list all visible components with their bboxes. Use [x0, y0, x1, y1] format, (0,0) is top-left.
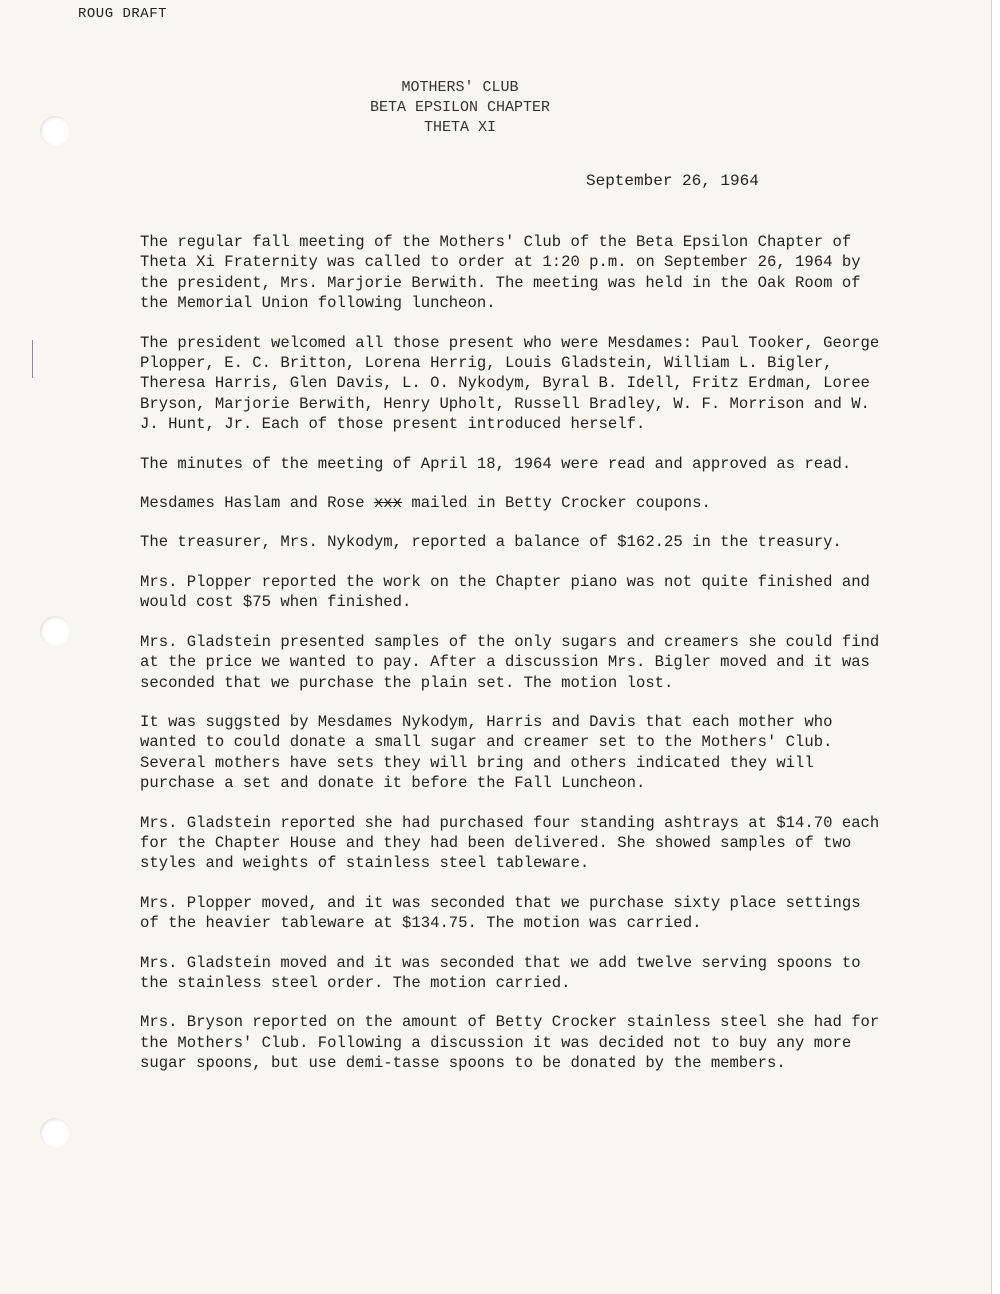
- coupons-text-start: Mesdames Haslam and Rose: [140, 494, 374, 513]
- punch-hole: [40, 616, 70, 646]
- draft-label: ROUG DRAFT: [78, 6, 168, 22]
- heading-chapter: BETA EPSILON CHAPTER: [369, 99, 551, 116]
- paragraph-coupons: [140, 493, 885, 513]
- punch-hole: [40, 1118, 70, 1148]
- paragraph-serving-spoons: Mrs. Gladstein moved and it was seconded that we add twelve serving spoons to the stainless steel order. The motion carried.: [140, 953, 861, 992]
- minutes-body: [140, 232, 885, 1093]
- meeting-date: September 26, 1964: [586, 172, 759, 190]
- paragraph-treasurer-report: The treasurer, Mrs. Nykodym, reported a balance of $162.25 in the treasury.: [140, 533, 842, 552]
- paragraph-call-to-order: The regular fall meeting of the Mothers' Club of the Beta Epsilon Chapter of Theta Xi Fraternity was called to order at 1:20 p.m. on September 26, 1964 by the president, Mrs. Marjorie Berwith. The meeting was held in the Oak Room of the Memorial Union following luncheon.: [140, 233, 861, 313]
- paragraph-tableware-motion: Mrs. Plopper moved, and it was seconded that we purchase sixty place settings of the heavier tableware at $134.75. The motion was carried.: [140, 893, 861, 933]
- paragraph-donation-suggestion: It was suggsted by Mesdames Nykodym, Harris and Davis that each mother who wanted to could donate a small sugar and creamer set to the Mothers' Club. Several mothers have sets they will bring and others indicated they will purchase a set and donate it before the Fall Luncheon.: [140, 712, 833, 793]
- paragraph-minutes-approved: The minutes of the meeting of April 18, 1964 were read and approved as read.: [140, 454, 852, 473]
- document-heading: [340, 78, 580, 138]
- coupons-text-end: mailed in Betty Crocker coupons.: [402, 494, 711, 513]
- paragraph-ashtrays: Mrs. Gladstein reported she had purchased four standing ashtrays at $14.70 each for the Chapter House and they had been delivered. She showed samples of two styles and weights of stainless steel tableware.: [140, 813, 880, 873]
- paragraph-piano: Mrs. Plopper reported the work on the Chapter piano was not quite finished and would cost $75 when finished.: [140, 572, 870, 612]
- paragraph-sugars-creamers: Mrs. Gladstein presented samples of the only sugars and creamers she could find at the price we wanted to pay. After a discussion Mrs. Bigler moved and it was seconded that we purchase the plain set. The motion lost.: [140, 632, 880, 692]
- paragraph-attendance: The president welcomed all those present who were Mesdames: Paul Tooker, George Plopper, E. C. Britton, Lorena Herrig, Louis Gladstein, William L. Bigler, Theresa Harris, Glen Davis, L. O. Nykodym, Byral B. Idell, Fritz Erdman, Loree Bryson, Marjorie Berwith, Henry Upholt, Russell Bradley, W. F. Morrison and W. J. Hunt, Jr. Each of those present introduced herself.: [140, 333, 880, 434]
- punch-hole: [40, 116, 70, 146]
- struck-out-text: xxx: [373, 494, 403, 513]
- page-edge: [991, 0, 1000, 1294]
- margin-pen-mark: [32, 340, 33, 378]
- heading-club: MOTHERS' CLUB: [401, 79, 519, 96]
- heading-fraternity: THETA XI: [423, 119, 496, 136]
- paragraph-betty-crocker: Mrs. Bryson reported on the amount of Betty Crocker stainless steel she had for the Mothers' Club. Following a discussion it was decided not to buy any more sugar spoons, but use demi-tasse spoons to be donated by the members.: [140, 1013, 880, 1073]
